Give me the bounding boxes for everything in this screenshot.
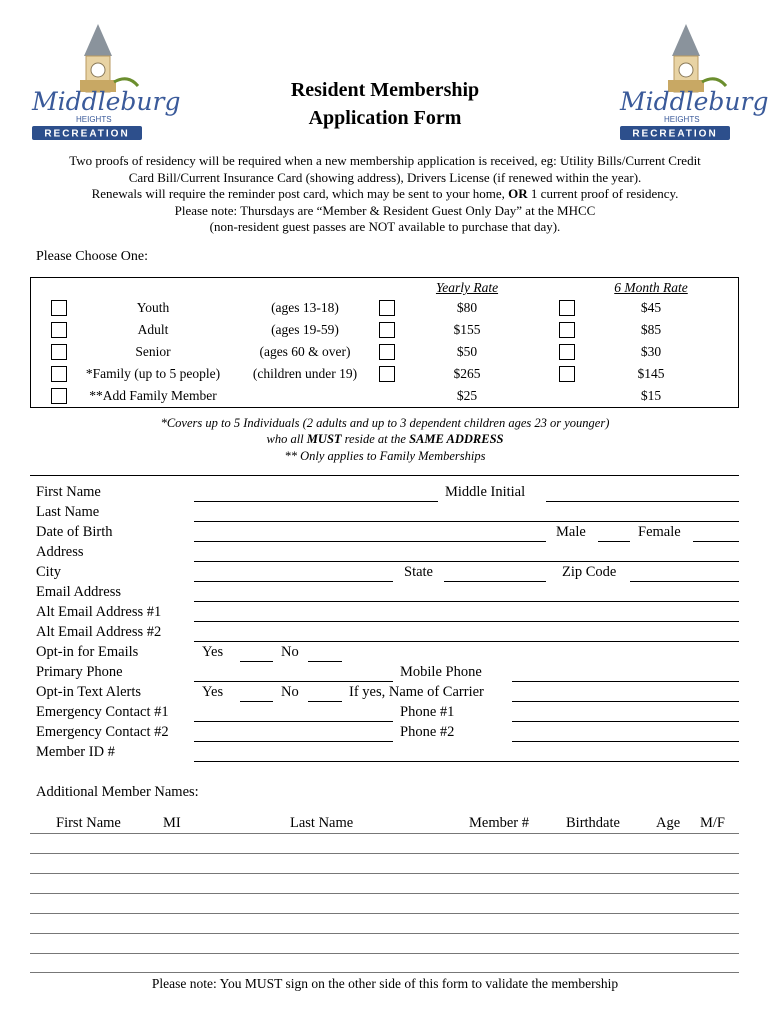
- section-divider: [30, 475, 739, 476]
- city-field[interactable]: [194, 581, 393, 582]
- optin-emails-yes-label: Yes: [202, 644, 224, 660]
- optin-emails-no-label: No: [281, 644, 299, 660]
- additional-member-line[interactable]: [30, 953, 739, 954]
- checkbox-youth-yearly[interactable]: [379, 300, 395, 316]
- phone-2-field[interactable]: [512, 741, 739, 742]
- tower-roof-icon: [672, 24, 700, 56]
- page-title: [0, 76, 770, 132]
- checkbox-family[interactable]: [51, 366, 67, 382]
- emergency-contact-1-field[interactable]: [194, 721, 393, 722]
- additional-member-line[interactable]: [30, 893, 739, 894]
- checkbox-family-yearly[interactable]: [379, 366, 395, 382]
- six-month-price-youth: $45: [640, 300, 662, 315]
- intro-line-2: Card Bill/Current Insurance Card (showing address), Drivers License (if renewed within the year).: [128, 169, 642, 185]
- phone-1-field[interactable]: [512, 721, 739, 722]
- state-field[interactable]: [444, 581, 546, 582]
- male-label: Male: [556, 524, 586, 540]
- last-name-field[interactable]: [194, 521, 739, 522]
- checkbox-family-six-month[interactable]: [559, 366, 575, 382]
- alt-email-1-label: Alt Email Address #1: [36, 604, 162, 620]
- family-note-2: [0, 432, 770, 447]
- zip-field[interactable]: [630, 581, 739, 582]
- intro-text: [30, 153, 740, 236]
- choose-label: Please Choose One:: [36, 249, 148, 264]
- additional-member-line[interactable]: [30, 933, 739, 934]
- optin-text-label: Opt-in Text Alerts: [36, 684, 142, 700]
- primary-phone-field[interactable]: [194, 681, 393, 682]
- yearly-price-youth: $80: [456, 300, 478, 315]
- col-mf: M/F: [700, 815, 725, 831]
- tower-roof-icon: [84, 24, 112, 56]
- clock-icon: [679, 63, 693, 77]
- clock-icon: [91, 63, 105, 77]
- emergency-contact-2-label: Emergency Contact #2: [36, 724, 169, 740]
- note2-same-address: SAME ADDRESS: [409, 432, 504, 446]
- optin-emails-no-field[interactable]: [308, 661, 342, 662]
- emergency-contact-2-field[interactable]: [194, 741, 393, 742]
- yearly-rate-header: Yearly Rate: [435, 280, 499, 295]
- female-label: Female: [638, 524, 681, 540]
- email-field[interactable]: [194, 601, 739, 602]
- yearly-price-senior: $50: [456, 344, 478, 359]
- checkbox-senior[interactable]: [51, 344, 67, 360]
- address-label: Address: [36, 544, 84, 560]
- logo-script-text: Middleburg: [620, 87, 769, 116]
- first-name-field[interactable]: [194, 501, 438, 502]
- checkbox-senior-six-month[interactable]: [559, 344, 575, 360]
- checkbox-adult[interactable]: [51, 322, 67, 338]
- member-id-label: Member ID #: [36, 744, 115, 760]
- additional-member-line[interactable]: [30, 833, 739, 834]
- primary-phone-label: Primary Phone: [36, 664, 123, 680]
- middle-initial-label: Middle Initial: [445, 484, 526, 500]
- rate-name-youth: Youth: [136, 300, 170, 315]
- mobile-phone-field[interactable]: [512, 681, 739, 682]
- intro-line-3-or: OR: [508, 186, 528, 201]
- col-member-number: Member #: [469, 815, 529, 831]
- male-field[interactable]: [598, 541, 630, 542]
- yearly-price-adult: $155: [453, 322, 481, 337]
- dob-label: Date of Birth: [36, 524, 113, 540]
- intro-line-3: [30, 186, 740, 203]
- optin-text-no-label: No: [281, 684, 299, 700]
- intro-line-3a: Renewals will require the reminder post card, which may be sent to your home,: [91, 186, 509, 201]
- city-label: City: [36, 564, 61, 580]
- logo-recreation-text: RECREATION: [44, 128, 130, 140]
- intro-line-4: Please note: Thursdays are “Member & Resident Guest Only Day” at the MHCC: [174, 202, 596, 218]
- logo-heights-text: HEIGHTS: [664, 115, 700, 124]
- optin-text-no-field[interactable]: [308, 701, 342, 702]
- zip-label: Zip Code: [562, 564, 617, 580]
- checkbox-youth-six-month[interactable]: [559, 300, 575, 316]
- additional-member-line[interactable]: [30, 913, 739, 914]
- note2-c: reside at the: [341, 432, 410, 446]
- member-id-field[interactable]: [194, 761, 739, 762]
- checkbox-adult-yearly[interactable]: [379, 322, 395, 338]
- six-month-price-add-family-member: $15: [640, 388, 662, 403]
- optin-emails-label: Opt-in for Emails: [36, 644, 139, 660]
- logo-recreation-text: RECREATION: [632, 128, 718, 140]
- footer-note: Please note: You MUST sign on the other side of this form to validate the membership: [151, 976, 619, 991]
- dob-field[interactable]: [194, 541, 546, 542]
- yearly-price-family: $265: [453, 366, 481, 381]
- title-line-1: Resident Membership: [290, 79, 480, 101]
- rate-ages-youth: (ages 13-18): [271, 300, 339, 315]
- rate-name-family: *Family (up to 5 people): [85, 366, 221, 381]
- last-name-label: Last Name: [36, 504, 100, 520]
- six-month-price-family: $145: [637, 366, 665, 381]
- rate-ages-family: (children under 19): [252, 366, 358, 381]
- emergency-contact-1-label: Emergency Contact #1: [36, 704, 169, 720]
- additional-member-line[interactable]: [30, 853, 739, 854]
- title-line-2: Application Form: [308, 107, 462, 129]
- address-field[interactable]: [194, 561, 739, 562]
- six-month-price-senior: $30: [640, 344, 662, 359]
- rate-ages-adult: (ages 19-59): [271, 322, 339, 337]
- carrier-field[interactable]: [512, 701, 739, 702]
- six-month-rate-header: 6 Month Rate: [614, 280, 688, 295]
- carrier-label: If yes, Name of Carrier: [349, 684, 484, 700]
- family-note-3: ** Only applies to Family Memberships: [284, 449, 486, 463]
- phone-2-label: Phone #2: [400, 724, 455, 740]
- optin-text-yes-field[interactable]: [240, 701, 273, 702]
- first-name-label: First Name: [36, 484, 101, 500]
- state-label: State: [404, 564, 433, 580]
- intro-line-1: Two proofs of residency will be required when a new membership application is received, eg: Utility Bills/Current Credit: [69, 153, 701, 168]
- col-last-name: Last Name: [290, 815, 354, 831]
- rate-name-adult: Adult: [137, 322, 169, 337]
- rate-name-add-family-member: **Add Family Member: [89, 388, 217, 403]
- logo-heights-text: HEIGHTS: [76, 115, 112, 124]
- female-field[interactable]: [693, 541, 739, 542]
- rate-ages-senior: (ages 60 & over): [259, 344, 351, 359]
- checkbox-youth[interactable]: [51, 300, 67, 316]
- checkbox-add-family-member[interactable]: [51, 388, 67, 404]
- phone-1-label: Phone #1: [400, 704, 455, 720]
- col-mi: MI: [163, 815, 181, 831]
- yearly-price-add-family-member: $25: [456, 388, 478, 403]
- note2-must: MUST: [306, 432, 342, 446]
- mobile-phone-label: Mobile Phone: [400, 664, 482, 680]
- additional-member-line[interactable]: [30, 972, 739, 973]
- alt-email-2-field[interactable]: [194, 641, 739, 642]
- intro-line-5: (non-resident guest passes are NOT available to purchase that day).: [209, 219, 561, 234]
- family-note-1: *Covers up to 5 Individuals (2 adults and up to 3 dependent children ages 23 or younger): [160, 416, 610, 430]
- middle-initial-field[interactable]: [546, 501, 739, 502]
- rate-table: [30, 277, 739, 408]
- email-label: Email Address: [36, 584, 121, 600]
- rate-name-senior: Senior: [135, 344, 171, 359]
- optin-text-yes-label: Yes: [202, 684, 224, 700]
- logo-script-text: Middleburg: [32, 87, 181, 116]
- col-age: Age: [656, 815, 681, 831]
- checkbox-adult-six-month[interactable]: [559, 322, 575, 338]
- alt-email-2-label: Alt Email Address #2: [36, 624, 162, 640]
- optin-emails-yes-field[interactable]: [240, 661, 273, 662]
- additional-members-title: Additional Member Names:: [36, 784, 199, 800]
- note2-a: who all: [266, 432, 307, 446]
- six-month-price-adult: $85: [640, 322, 662, 337]
- intro-line-3c: 1 current proof of residency.: [527, 186, 679, 201]
- alt-email-1-field[interactable]: [194, 621, 739, 622]
- additional-member-line[interactable]: [30, 873, 739, 874]
- col-birthdate: Birthdate: [566, 815, 620, 831]
- col-first-name: First Name: [56, 815, 121, 831]
- checkbox-senior-yearly[interactable]: [379, 344, 395, 360]
